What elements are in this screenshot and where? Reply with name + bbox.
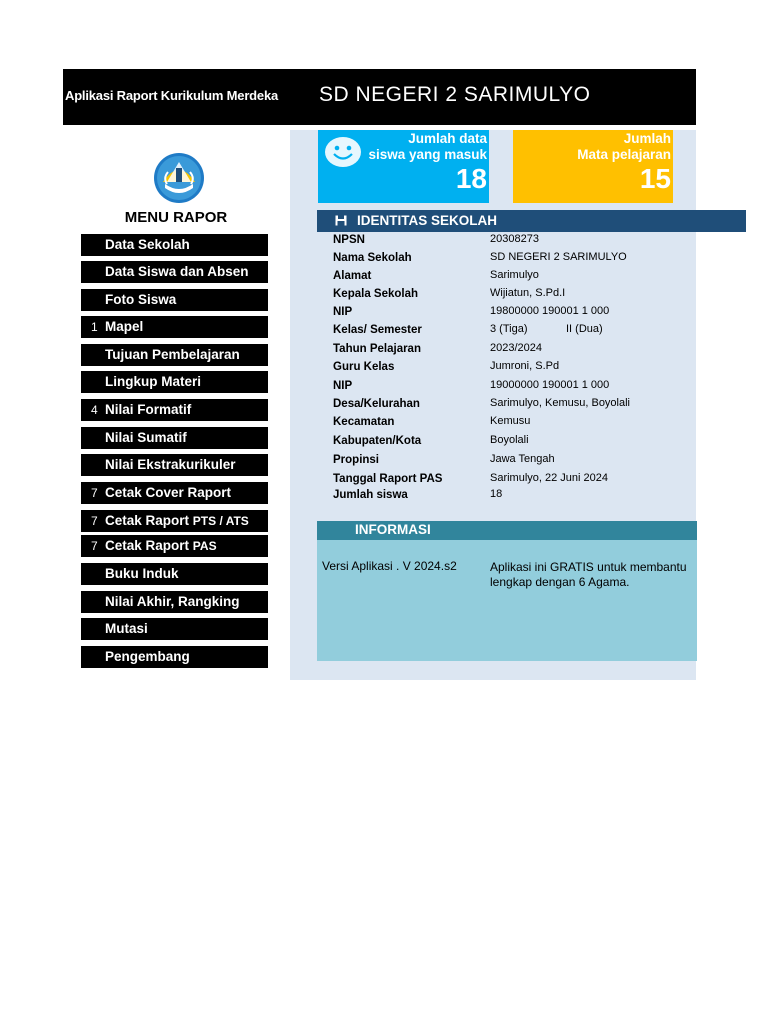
identity-label: NPSN [333, 234, 365, 246]
menu-item-glyph-icon: 7 [91, 514, 98, 528]
identity-value-secondary: II (Dua) [566, 323, 603, 335]
identity-label: Alamat [333, 270, 372, 282]
app-description: Aplikasi ini GRATIS untuk membantu lengkap dengan 6 Agama. [490, 560, 687, 589]
menu-item-suffix: PTS / ATS [192, 514, 249, 528]
identity-row [333, 343, 693, 361]
identity-label: Kabupaten/Kota [333, 435, 422, 447]
identity-label: NIP [333, 306, 353, 318]
identity-label: NIP [333, 380, 353, 392]
app-version: Versi Aplikasi . V 2024.s2 [322, 559, 457, 573]
identity-value: 18 [490, 488, 503, 500]
identity-label: Nama Sekolah [333, 252, 412, 264]
menu-item-label: Nilai Ekstrakurikuler [105, 457, 236, 472]
menu-item-label: Nilai Sumatif [105, 430, 187, 445]
student-count-value: 18 [455, 163, 487, 194]
menu-item-label: Lingkup Materi [105, 374, 202, 389]
identity-row [333, 416, 693, 434]
identity-label: Tanggal Raport PAS [333, 473, 443, 485]
menu-item-label: Tujuan Pembelajaran [105, 347, 240, 362]
identity-value: 20308273 [490, 233, 539, 245]
info-section-title: INFORMASI [355, 522, 431, 537]
menu-item-pengembang[interactable] [81, 646, 268, 668]
identity-value: 2023/2024 [490, 342, 542, 354]
identity-row [333, 270, 693, 288]
identity-label: Kecamatan [333, 416, 395, 428]
identity-value: Jawa Tengah [490, 453, 555, 465]
identity-row [333, 234, 693, 252]
identity-value: Wijiatun, S.Pd.I [490, 287, 566, 299]
menu-item-data-siswa-dan-absen[interactable] [81, 261, 268, 283]
menu-item-buku-induk[interactable] [81, 563, 268, 585]
identity-row [333, 398, 693, 416]
menu-item-label: Buku Induk [105, 566, 179, 581]
menu-item-label: Nilai Formatif [105, 402, 192, 417]
student-count-label: Jumlah data siswa yang masuk [368, 131, 487, 162]
identity-row [333, 306, 693, 324]
menu-item-cetak-raport-pas[interactable] [81, 535, 268, 557]
menu-item-label: Mapel [105, 319, 144, 334]
save-icon [335, 215, 347, 226]
menu-item-data-sekolah[interactable] [81, 234, 268, 256]
tut-wuri-handayani-logo-icon [153, 152, 205, 204]
identity-label: Kelas/ Semester [333, 324, 422, 336]
identity-value: SD NEGERI 2 SARIMULYO [490, 251, 627, 263]
identity-row [333, 454, 693, 472]
menu-item-suffix: PAS [192, 539, 217, 553]
menu-item-glyph-icon: 7 [91, 539, 98, 553]
identity-value: Sarimulyo [490, 269, 539, 281]
menu-item-cetak-raport-pts-ats[interactable] [81, 510, 268, 532]
menu-item-nilai-sumatif[interactable] [81, 427, 268, 449]
menu-item-label: Cetak Cover Raport [105, 485, 232, 500]
identity-label: Guru Kelas [333, 361, 395, 373]
identity-row [333, 435, 693, 453]
menu-item-label: Cetak Raport [105, 538, 190, 553]
identity-row [333, 380, 693, 398]
smiley-icon [324, 136, 362, 168]
identity-label: Tahun Pelajaran [333, 343, 421, 355]
menu-item-label: Data Sekolah [105, 237, 190, 252]
info-section-header [317, 521, 697, 540]
info-panel [317, 540, 697, 661]
identity-row [333, 288, 693, 306]
menu-item-label: Nilai Akhir, Rangking [105, 594, 240, 609]
subject-count-value: 15 [639, 163, 671, 194]
menu-item-glyph-icon: 1 [91, 320, 98, 334]
identity-label: Kepala Sekolah [333, 288, 419, 300]
subject-count-label: Jumlah Mata pelajaran [577, 131, 671, 162]
identity-value: 3 (Tiga) [490, 323, 528, 335]
menu-item-foto-siswa[interactable] [81, 289, 268, 311]
app-title: Aplikasi Raport Kurikulum Merdeka [65, 88, 279, 103]
subject-count-card[interactable] [513, 130, 673, 203]
school-name-title: SD NEGERI 2 SARIMULYO [319, 83, 591, 106]
identity-value: Kemusu [490, 415, 531, 427]
menu-item-label: Cetak Raport [105, 513, 190, 528]
menu-item-glyph-icon: 4 [91, 403, 98, 417]
menu-item-label: Mutasi [105, 621, 148, 636]
menu-item-label: Data Siswa dan Absen [105, 264, 249, 279]
app-header [63, 69, 696, 125]
menu-item-nilai-formatif[interactable] [81, 399, 268, 421]
menu-item-mapel[interactable] [81, 316, 268, 338]
menu-title: MENU RAPOR [124, 209, 228, 226]
identity-row [333, 361, 693, 379]
identity-value: Jumroni, S.Pd [490, 360, 560, 372]
menu-item-mutasi[interactable] [81, 618, 268, 640]
menu-item-lingkup-materi[interactable] [81, 371, 268, 393]
identity-value: Sarimulyo, Kemusu, Boyolali [490, 397, 631, 409]
menu-item-glyph-icon: 7 [91, 486, 98, 500]
identity-value: 19000000 190001 1 000 [490, 379, 610, 391]
identity-row [333, 324, 693, 342]
menu-item-tujuan-pembelajaran[interactable] [81, 344, 268, 366]
identity-label: Jumlah siswa [333, 489, 408, 501]
identity-row [333, 252, 693, 270]
menu-item-cetak-cover-raport[interactable] [81, 482, 268, 504]
identity-value: Sarimulyo, 22 Juni 2024 [490, 472, 609, 484]
menu-item-label: Foto Siswa [105, 292, 177, 307]
identity-value: 19800000 190001 1 000 [490, 305, 610, 317]
menu-item-nilai-ekstrakurikuler[interactable] [81, 454, 268, 476]
identity-label: Propinsi [333, 454, 380, 466]
identity-label: Desa/Kelurahan [333, 398, 420, 410]
menu-item-label: Pengembang [105, 649, 190, 664]
identity-value: Boyolali [490, 434, 529, 446]
identity-row [333, 489, 693, 507]
menu-item-nilai-akhir-rangking[interactable] [81, 591, 268, 613]
identity-section-header [317, 210, 746, 232]
identity-section-title: IDENTITAS SEKOLAH [357, 213, 498, 228]
